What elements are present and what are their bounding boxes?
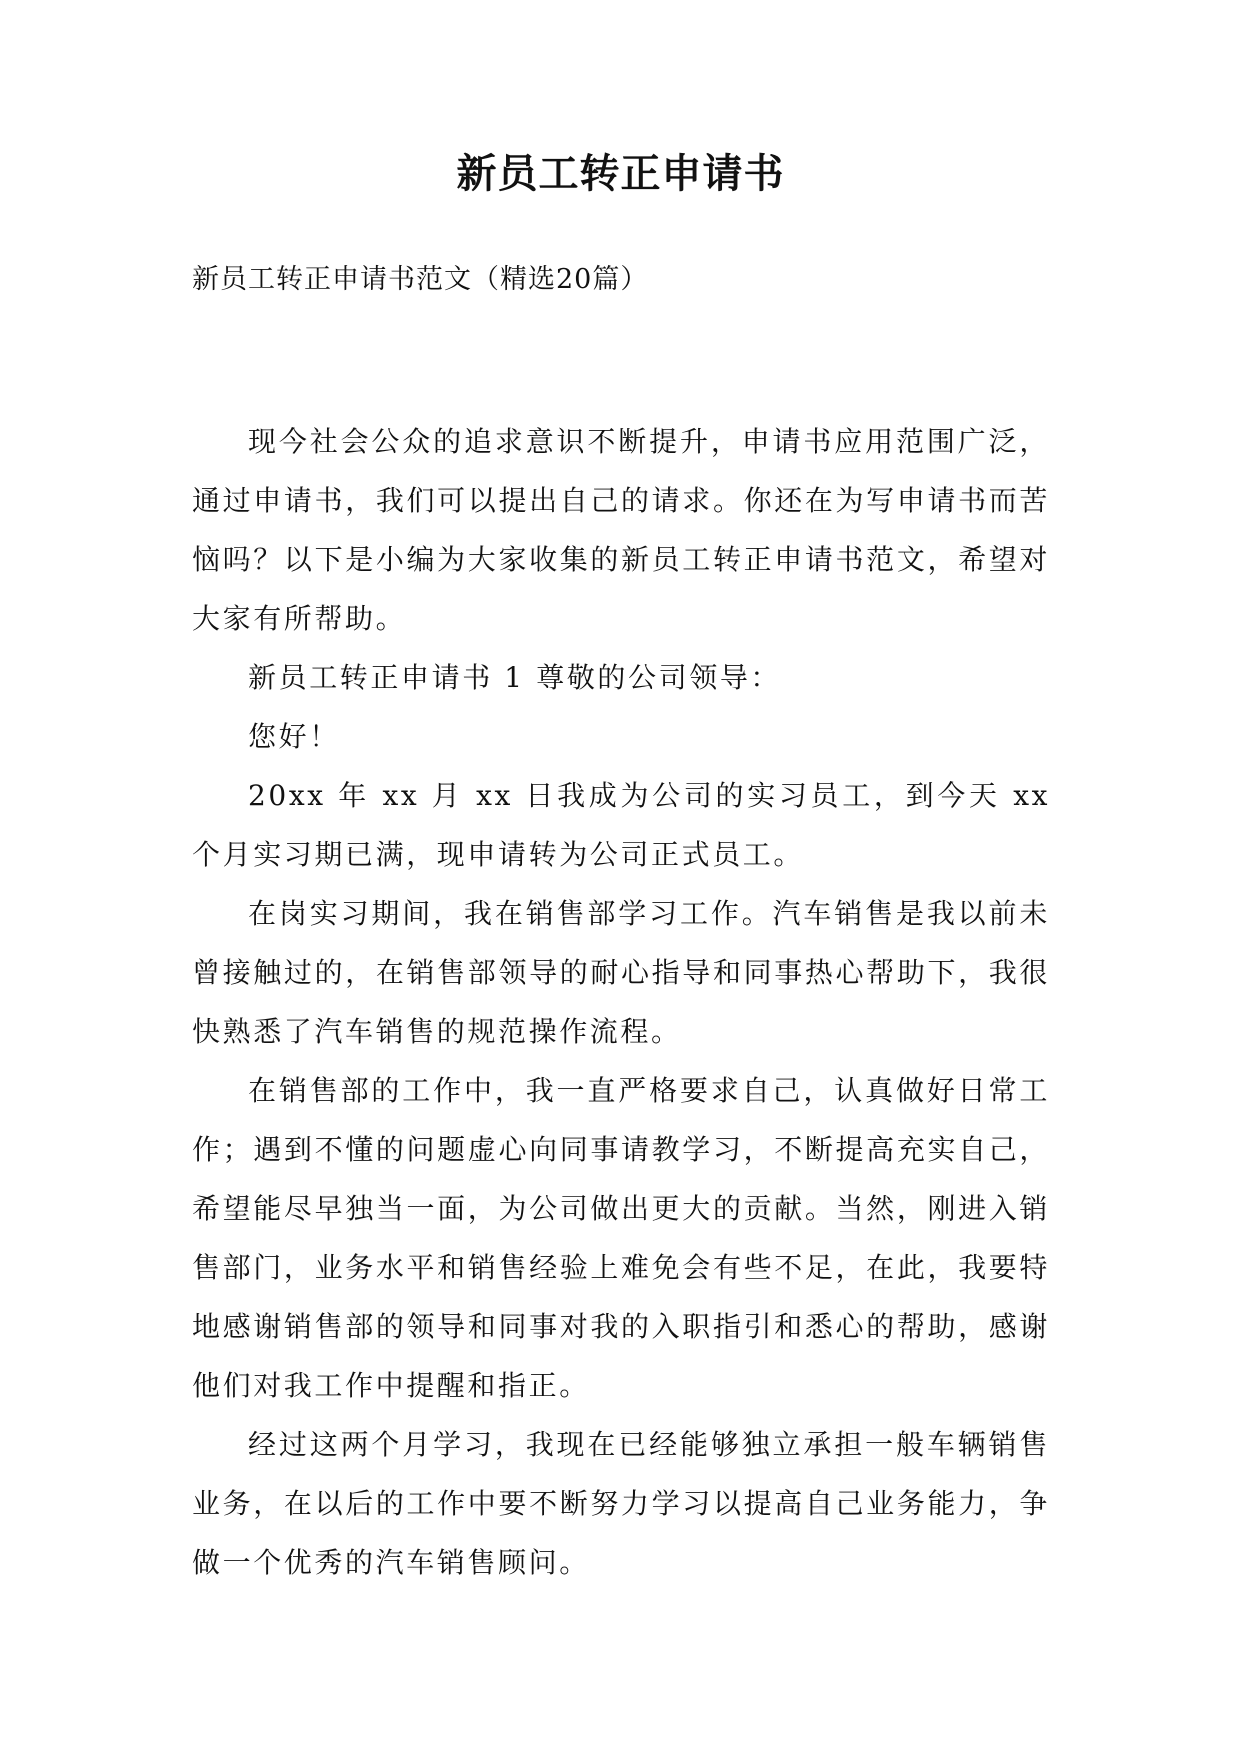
paragraph-conclusion: 经过这两个月学习，我现在已经能够独立承担一般车辆销售业务，在以后的工作中要不断努力学习以提高自己业务能力，争做一个优秀的汽车销售顾问。 xyxy=(192,1428,1050,1579)
paragraph-salutation: 新员工转正申请书 1 尊敬的公司领导： xyxy=(248,661,782,694)
paragraph-intro: 现今社会公众的追求意识不断提升，申请书应用范围广泛，通过申请书，我们可以提出自己的请求。你还在为写申请书而苦恼吗？以下是小编为大家收集的新员工转正申请书范文，希望对大家有所帮助。 xyxy=(192,425,1050,635)
paragraph-start-date: 20xx 年 xx 月 xx 日我成为公司的实习员工，到今天 xx 个月实习期已满，现申请转为公司正式员工。 xyxy=(192,779,1050,871)
document-body xyxy=(192,412,1050,1592)
document-subtitle: 新员工转正申请书范文（精选20篇） xyxy=(192,264,649,295)
paragraph-internship: 在岗实习期间，我在销售部学习工作。汽车销售是我以前未曾接触过的，在销售部领导的耐心指导和同事热心帮助下，我很快熟悉了汽车销售的规范操作流程。 xyxy=(192,897,1050,1048)
paragraph-work: 在销售部的工作中，我一直严格要求自己，认真做好日常工作；遇到不懂的问题虚心向同事请教学习，不断提高充实自己，希望能尽早独当一面，为公司做出更大的贡献。当然，刚进入销售部门，业务水平和销售经验上难免会有些不足，在此，我要特地感谢销售部的领导和同事对我的入职指引和悉心的帮助，感谢他们对我工作中提醒和指正。 xyxy=(192,1074,1050,1402)
document-title: 新员工转正申请书 xyxy=(456,151,785,197)
paragraph-greeting: 您好！ xyxy=(248,720,340,753)
